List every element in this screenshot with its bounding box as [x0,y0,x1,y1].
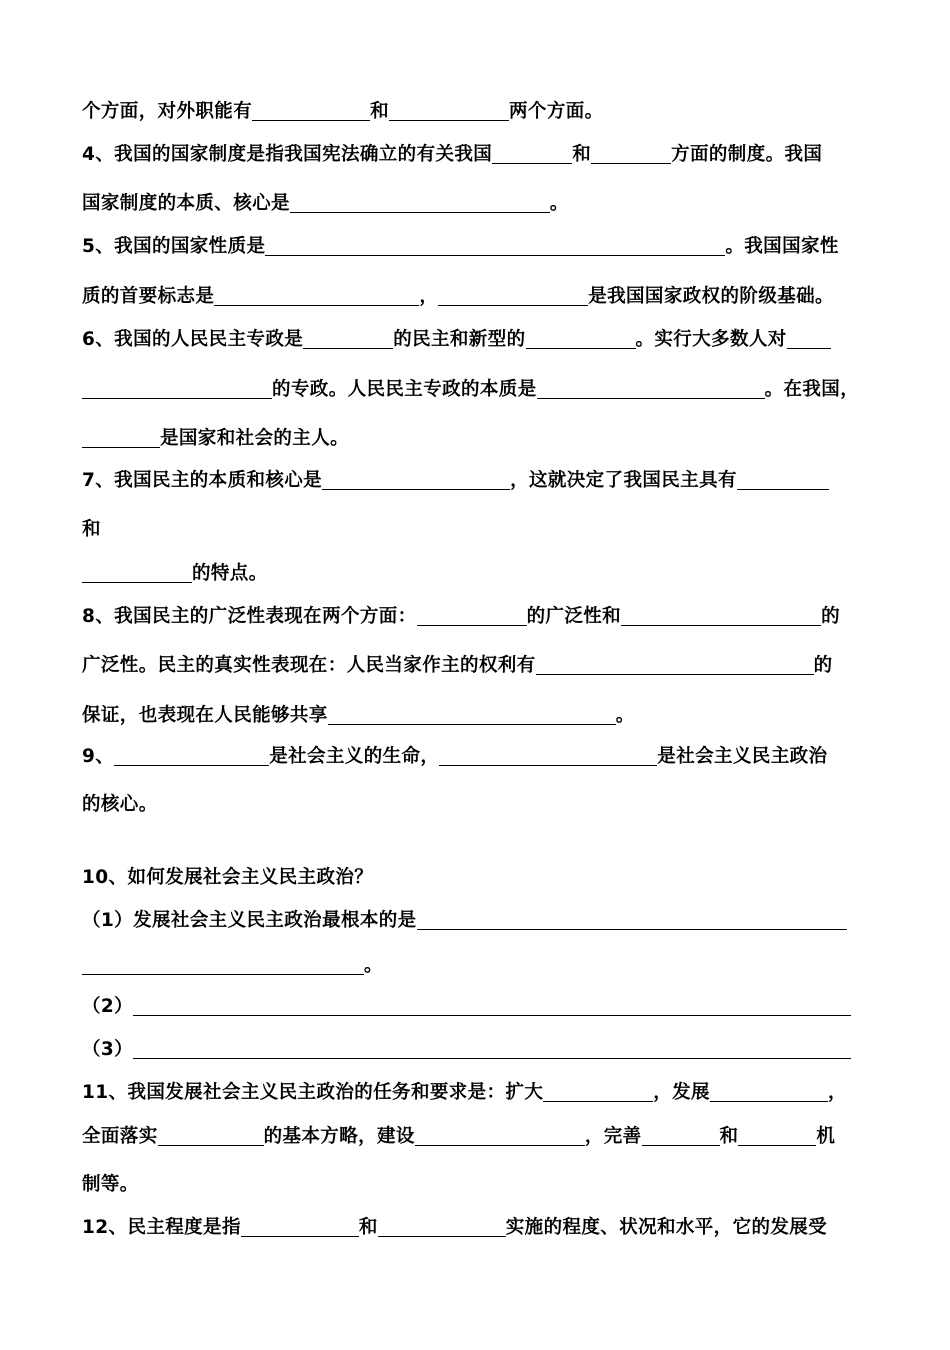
answer-blank[interactable] [378,1216,506,1237]
answer-blank[interactable] [322,469,510,490]
q11-line-1: 11、我国发展社会主义民主政治的任务和要求是：扩大 ，发展 ， [82,1082,847,1103]
answer-blank[interactable] [438,285,588,306]
answer-blank[interactable] [252,100,370,121]
answer-blank[interactable] [492,143,572,164]
q10-part-2: （2） [82,995,851,1019]
answer-blank[interactable] [303,328,393,349]
answer-blank[interactable] [417,909,847,930]
answer-blank[interactable] [537,378,765,399]
q9-line-2: 的核心。 [82,794,158,815]
answer-blank[interactable] [241,1216,359,1237]
answer-blank[interactable] [417,605,527,626]
answer-blank[interactable] [621,605,821,626]
answer-blank[interactable] [642,1125,720,1146]
q10-part-1-cont: 。 [82,954,383,978]
q4-line-1: 4、我国的国家制度是指我国宪法确立的有关我国 和 方面的制度。我国 [82,144,823,165]
answer-blank[interactable] [290,192,550,213]
answer-blank[interactable] [328,704,616,725]
answer-blank[interactable] [543,1081,653,1102]
q8-line-1: 8、我国民主的广泛性表现在两个方面： 的广泛性和 的 [82,606,840,627]
answer-blank[interactable] [133,995,851,1016]
q3-tail-line: 个方面，对外职能有 和 两个方面。 [82,101,604,122]
answer-blank[interactable] [710,1081,828,1102]
answer-blank[interactable] [737,469,829,490]
q4-line-2: 国家制度的本质、核心是 。 [82,193,569,214]
answer-blank[interactable] [787,328,831,349]
q11-line-2: 全面落实 的基本方略，建设 ，完善 和 机 [82,1126,836,1147]
q9-line-1: 9、 是社会主义的生命， 是社会主义民主政治 [82,746,828,767]
q5-line-1: 5、我国的国家性质是 。我国国家性 [82,236,839,257]
answer-blank[interactable] [82,378,272,399]
answer-blank[interactable] [591,143,671,164]
q7-line-2: 和 [82,519,101,540]
answer-blank[interactable] [526,328,636,349]
q8-line-3: 保证，也表现在人民能够共享 。 [82,705,635,726]
answer-blank[interactable] [214,285,419,306]
q11-line-3: 制等。 [82,1174,139,1195]
q10-part-1: （1）发展社会主义民主政治最根本的是 [82,909,847,933]
q6-line-2: 的专政。人民民主专政的本质是 。在我国， [82,378,859,402]
answer-blank[interactable] [536,654,814,675]
answer-blank[interactable] [158,1125,264,1146]
q10-title: 10、如何发展社会主义民主政治？ [82,867,374,888]
q6-line-1: 6、我国的人民民主专政是 的民主和新型的 。实行大多数人对 [82,328,831,352]
q7-line-3: 的特点。 [82,562,268,586]
q12-line-1: 12、民主程度是指 和 实施的程度、状况和水平，它的发展受 [82,1217,828,1238]
q6-line-3: 是国家和社会的主人。 [82,427,349,451]
answer-blank[interactable] [265,235,725,256]
answer-blank[interactable] [82,427,160,448]
answer-blank[interactable] [389,100,509,121]
q10-part-3: （3） [82,1038,851,1062]
q7-line-1: 7、我国民主的本质和核心是 ，这就决定了我国民主具有 [82,469,829,493]
answer-blank[interactable] [439,745,657,766]
answer-blank[interactable] [133,1038,851,1059]
answer-blank[interactable] [82,562,192,583]
answer-blank[interactable] [114,745,269,766]
q8-line-2: 广泛性。民主的真实性表现在：人民当家作主的权利有 的 [82,655,833,676]
answer-blank[interactable] [415,1125,585,1146]
answer-blank[interactable] [738,1125,816,1146]
answer-blank[interactable] [82,954,364,975]
q5-line-2: 质的首要标志是 ， 是我国国家政权的阶级基础。 [82,286,834,307]
